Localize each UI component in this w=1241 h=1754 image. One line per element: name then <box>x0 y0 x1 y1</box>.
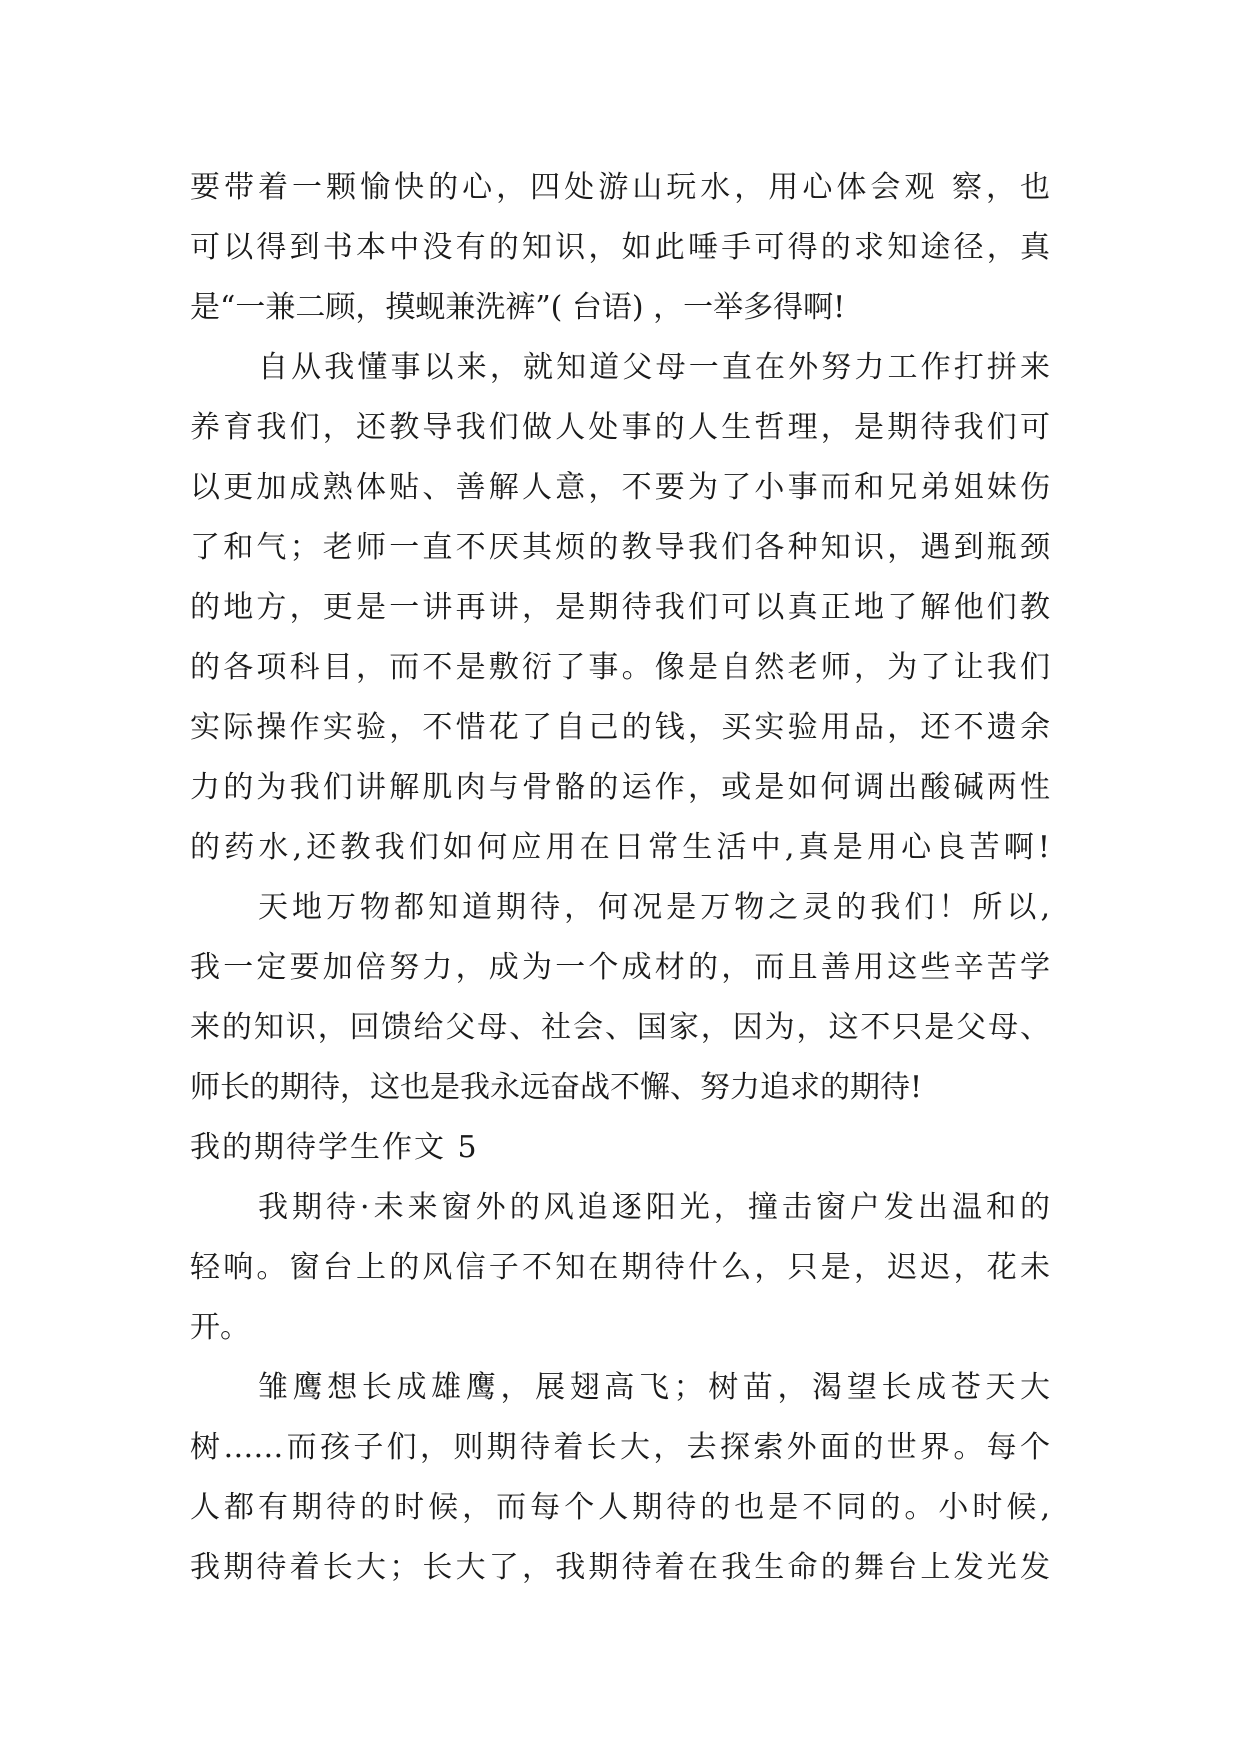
text-line: 以更加成熟体贴、善解人意，不要为了小事而和兄弟姐妹伤 <box>190 470 1050 505</box>
text-line: 实际操作实验，不惜花了自己的钱，买实验用品，还不遗余 <box>190 710 1050 745</box>
text-line: 的地方，更是一讲再讲，是期待我们可以真正地了解他们教 <box>190 590 1050 625</box>
text-line: 来的知识，回馈给父母、社会、国家，因为，这不只是父母、 <box>190 1010 1050 1045</box>
paragraph-first-line: 我期待·未来窗外的风追逐阳光，撞击窗户发出温和的 <box>258 1190 1050 1225</box>
text-line: 开。 <box>190 1310 250 1345</box>
text-line: 了和气；老师一直不厌其烦的教导我们各种知识，遇到瓶颈 <box>190 530 1050 565</box>
text-line: 轻响。窗台上的风信子不知在期待什么，只是，迟迟，花未 <box>190 1250 1050 1285</box>
text-line: 是“一兼二顾，摸蚬兼洗裤”( 台语) ，一举多得啊! <box>190 290 846 325</box>
paragraph-first-line: 雏鹰想长成雄鹰，展翅高飞；树苗，渴望长成苍天大 <box>258 1370 1050 1405</box>
text-line: 的药水,还教我们如何应用在日常生活中,真是用心良苦啊! <box>190 830 1050 865</box>
text-line: 力的为我们讲解肌肉与骨骼的运作，或是如何调出酸碱两性 <box>190 770 1050 805</box>
text-line: 的各项科目，而不是敷衍了事。像是自然老师，为了让我们 <box>190 650 1050 685</box>
paragraph-first-line: 自从我懂事以来，就知道父母一直在外努力工作打拼来 <box>258 350 1050 385</box>
text-line: 要带着一颗愉快的心，四处游山玩水，用心体会观 察，也 <box>190 170 1050 205</box>
text-line: 可以得到书本中没有的知识，如此唾手可得的求知途径，真 <box>190 230 1050 265</box>
text-line: 人都有期待的时候，而每个人期待的也是不同的。小时候, <box>190 1490 1050 1525</box>
body-text <box>190 158 1050 1598</box>
text-line: 我期待着长大；长大了，我期待着在我生命的舞台上发光发 <box>190 1550 1050 1585</box>
paragraph-first-line: 天地万物都知道期待，何况是万物之灵的我们！所以, <box>258 890 1050 925</box>
text-line: 养育我们，还教导我们做人处事的人生哲理，是期待我们可 <box>190 410 1050 445</box>
section-heading: 我的期待学生作文 5 <box>190 1130 479 1165</box>
text-line: 我一定要加倍努力，成为一个成材的，而且善用这些辛苦学 <box>190 950 1050 985</box>
text-line: 树……而孩子们，则期待着长大，去探索外面的世界。每个 <box>190 1430 1050 1465</box>
text-line: 师长的期待，这也是我永远奋战不懈、努力追求的期待! <box>190 1070 923 1105</box>
